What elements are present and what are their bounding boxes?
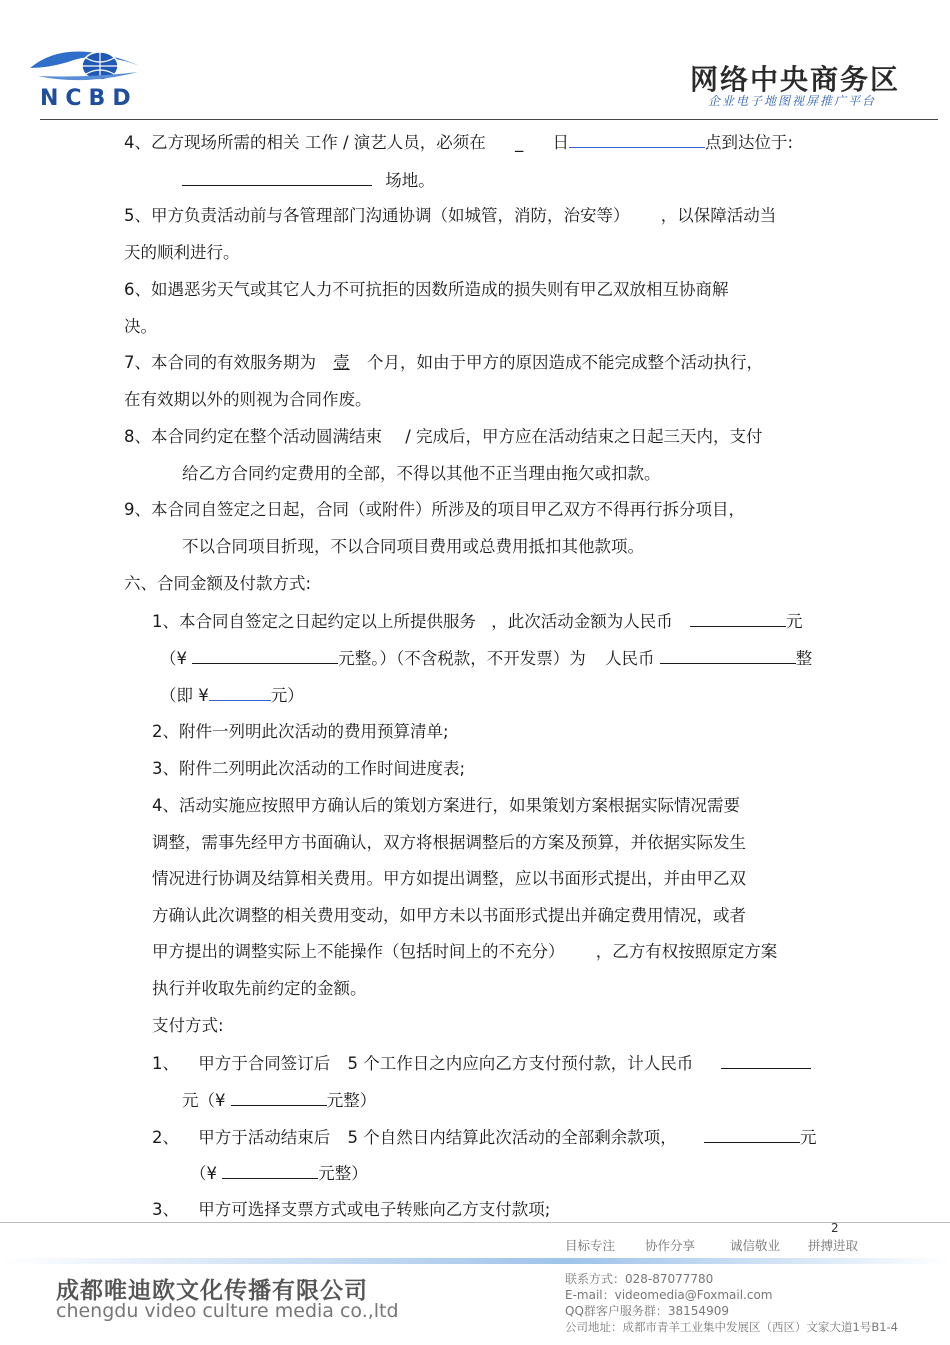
blank-amount-equiv bbox=[209, 684, 271, 701]
payment-4-line-5: 甲方提出的调整实际上不能操作（包括时间上的不充分） ，乙方有权按照原定方案 bbox=[152, 942, 778, 961]
page-number: 2 bbox=[831, 1221, 839, 1235]
clause-6-line-2: 决。 bbox=[124, 317, 157, 336]
blank-prepay-rmb bbox=[721, 1052, 811, 1069]
ncbd-logo-icon bbox=[28, 38, 143, 88]
company-name-en: chengdu video culture media co.,ltd bbox=[56, 1300, 399, 1322]
blank-amount-rmb bbox=[660, 647, 796, 664]
payment-4-line-3: 情况进行协调及结算相关费用。甲方如提出调整，应以书面形式提出，并由甲乙双 bbox=[152, 869, 746, 888]
blank-amount-words bbox=[690, 610, 786, 627]
payment-4-line-4: 方确认此次调整的相关费用变动，如甲方未以书面形式提出并确定费用情况，或者 bbox=[152, 906, 746, 925]
method-2-line-1: 2、 甲方于活动结束后 5 个自然日内结算此次活动的全部剩余款项， 元 bbox=[152, 1128, 817, 1147]
footer-wave bbox=[0, 1258, 950, 1264]
payment-1-line-1: 1、本合同自签定之日起约定以上所提供服务 ，此次活动金额为人民币 元 bbox=[152, 612, 803, 631]
blank-venue bbox=[182, 169, 372, 186]
blank-prepay-yuan bbox=[231, 1089, 327, 1106]
logo-text: NCBD bbox=[40, 86, 138, 111]
blank-date-hour bbox=[569, 131, 705, 148]
header-divider bbox=[40, 119, 938, 120]
clause-5-line-1: 5、甲方负责活动前与各管理部门沟通协调（如城管，消防，治安等） ，以保障活动当 bbox=[124, 206, 777, 225]
clause-9-line-1: 9、本合同自签定之日起，合同（或附件）所涉及的项目甲乙双方不得再行拆分项目， bbox=[124, 500, 745, 519]
brand-title: 网络中央商务区 bbox=[690, 63, 901, 96]
contact-email: E-mail：videomedia@Foxmail.com bbox=[565, 1288, 773, 1302]
payment-1-line-3: （即 ¥ 元） bbox=[160, 686, 304, 705]
blank-balance-yuan bbox=[222, 1162, 318, 1179]
method-1-line-2: 元（¥ 元整） bbox=[182, 1091, 377, 1110]
footer-slogan-4: 拼搏进取 bbox=[808, 1238, 859, 1253]
section-6-heading: 六、合同金额及付款方式: bbox=[124, 574, 312, 593]
clause-9-line-2: 不以合同项目折现，不以合同项目费用或总费用抵扣其他款项。 bbox=[182, 537, 644, 556]
payment-4-line-2: 调整，需事先经甲方书面确认，双方将根据调整后的方案及预算，并依据实际发生 bbox=[152, 833, 746, 852]
clause-4-line-1: 4、乙方现场所需的相关 工作 / 演艺人员，必须在 _ 日 点到达位于: bbox=[124, 133, 794, 152]
payment-2: 2、附件一列明此次活动的费用预算清单; bbox=[152, 722, 449, 741]
clause-7-line-1: 7、本合同的有效服务期为 壹 个月，如由于甲方的原因造成不能完成整个活动执行， bbox=[124, 353, 763, 372]
method-1-line-1: 1、 甲方于合同签订后 5 个工作日之内应向乙方支付预付款，计人民币 bbox=[152, 1052, 811, 1075]
method-2-line-2: （¥ 元整） bbox=[190, 1164, 368, 1183]
contact-address: 公司地址：成都市青羊工业集中发展区（西区）文家大道1号B1-4 bbox=[565, 1320, 898, 1334]
contact-phone: 联系方式：028-87077780 bbox=[565, 1272, 714, 1286]
method-3: 3、 甲方可选择支票方式或电子转账向乙方支付款项; bbox=[152, 1200, 551, 1219]
blank-amount-yuan bbox=[192, 647, 338, 664]
brand-subtitle: 企业电子地图视屏推广平台 bbox=[708, 94, 877, 108]
header bbox=[0, 0, 950, 122]
clause-6-line-1: 6、如遇恶劣天气或其它人力不可抗拒的因数所造成的损失则有甲乙双放相互协商解 bbox=[124, 280, 729, 299]
footer bbox=[0, 1218, 950, 1345]
footer-divider bbox=[0, 1222, 950, 1223]
clause-5-line-2: 天的顺利进行。 bbox=[124, 243, 240, 262]
company-name-cn: 成都唯迪欧文化传播有限公司 bbox=[56, 1278, 368, 1304]
clause-7-line-2: 在有效期以外的则视为合同作废。 bbox=[124, 390, 372, 409]
footer-slogan-3: 诚信敬业 bbox=[730, 1238, 781, 1253]
clause-4-line-2: 场地。 bbox=[182, 169, 435, 192]
blank-balance-rmb bbox=[704, 1126, 800, 1143]
payment-4-line-6: 执行并收取先前约定的金额。 bbox=[152, 979, 367, 998]
payment-3: 3、附件二列明此次活动的工作时间进度表; bbox=[152, 759, 466, 778]
footer-slogan-2: 协作分享 bbox=[645, 1238, 696, 1253]
clause-8-line-1: 8、本合同约定在整个活动圆满结束 / 完成后，甲方应在活动结束之日起三天内，支付 bbox=[124, 427, 763, 446]
payment-1-line-2: （¥ 元整。）（不含税款，不开发票）为 人民币 整 bbox=[160, 649, 813, 668]
payment-4-line-1: 4、活动实施应按照甲方确认后的策划方案进行，如果策划方案根据实际情况需要 bbox=[152, 796, 740, 815]
payment-method-heading: 支付方式: bbox=[152, 1016, 224, 1035]
contact-qq: QQ群客户服务群：38154909 bbox=[565, 1304, 729, 1318]
footer-slogan-1: 目标专注 bbox=[565, 1238, 616, 1253]
clause-8-line-2: 给乙方合同约定费用的全部，不得以其他不正当理由拖欠或扣款。 bbox=[182, 464, 661, 483]
